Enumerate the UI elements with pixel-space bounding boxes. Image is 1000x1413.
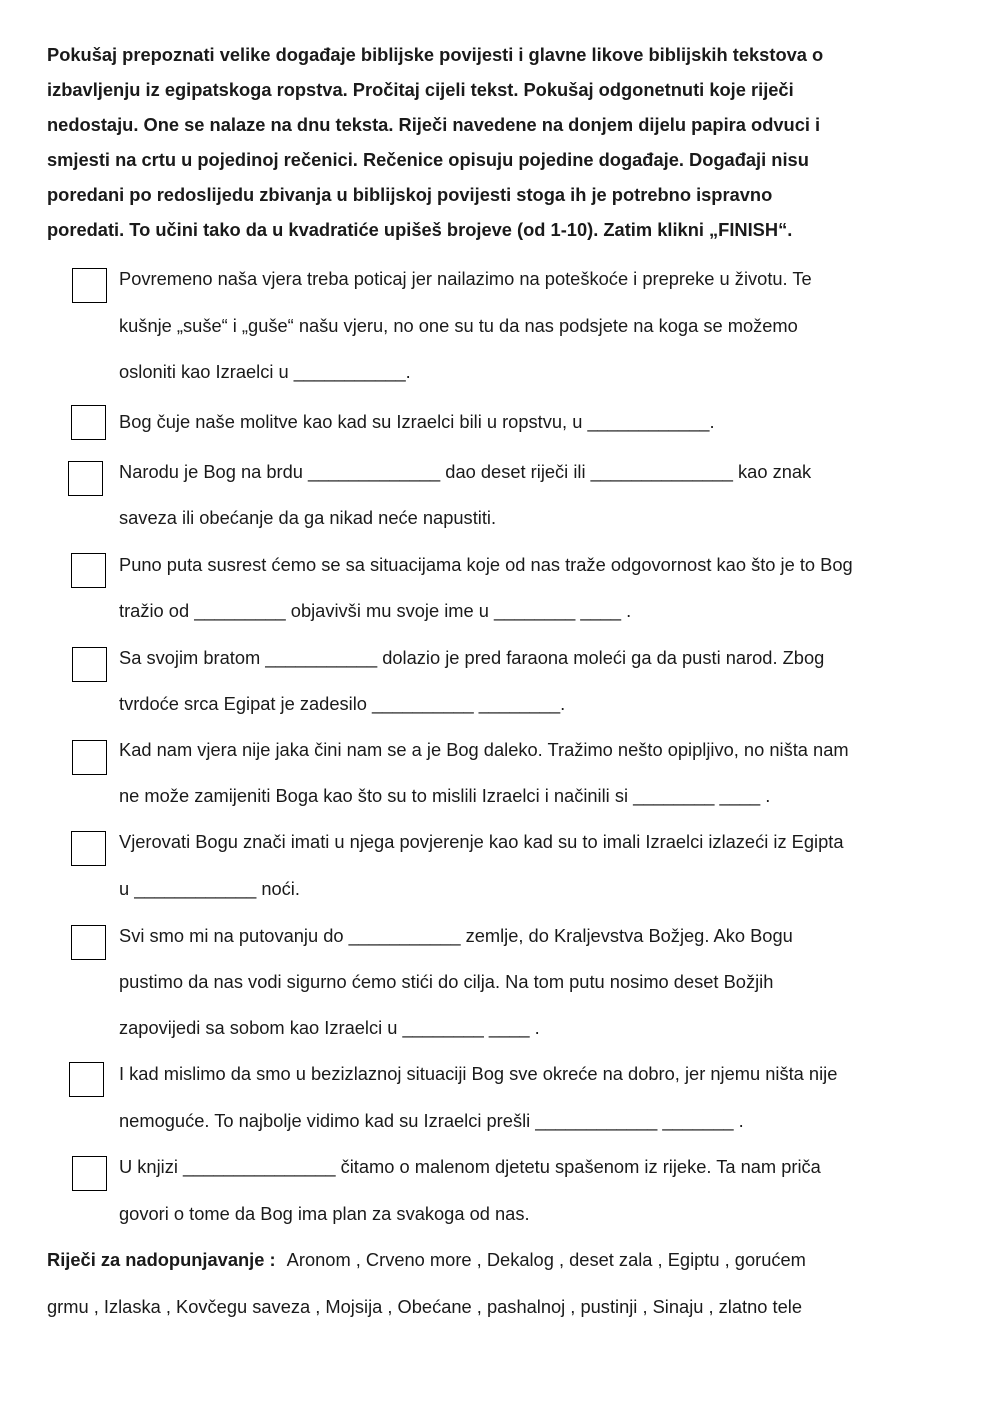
- instructions-line: Pokušaj prepoznati velike događaje biblijske povijesti i glavne likove biblijskih tekstova o: [47, 44, 824, 65]
- word-bank: [47, 1249, 806, 1271]
- order-number-box-5[interactable]: [72, 647, 107, 682]
- word-bank-words-line2[interactable]: grmu , Izlaska , Kovčegu saveza , Mojsija , Obećane , pashalnoj , pustinji , Sinaju , zlatno tele: [47, 1296, 803, 1317]
- item-2-text: Bog čuje naše molitve kao kad su Izraelci bili u ropstvu, u ____________.: [119, 411, 715, 432]
- order-number-box-4[interactable]: [71, 553, 106, 588]
- item-9-text: I kad mislimo da smo u bezizlaznoj situaciji Bog sve okreće na dobro, jer njemu ništa nije: [119, 1063, 838, 1084]
- item-3-text: saveza ili obećanje da ga nikad neće napustiti.: [119, 507, 497, 528]
- item-8-text: pustimo da nas vodi sigurno ćemo stići do cilja. Na tom putu nosimo deset Božjih: [119, 971, 774, 992]
- item-8-text: zapovijedi sa sobom kao Izraelci u ________ ____ .: [119, 1017, 540, 1038]
- item-7-text: Vjerovati Bogu znači imati u njega povjerenje kao kad su to imali Izraelci izlazeći iz Egipta: [119, 831, 844, 852]
- item-4-text: Puno puta susrest ćemo se sa situacijama koje od nas traže odgovornost kao što je to Bog: [119, 554, 853, 575]
- order-number-box-7[interactable]: [71, 831, 106, 866]
- item-1-text: kušnje „suše“ i „guše“ našu vjeru, no one su tu da nas podsjete na koga se možemo: [119, 315, 798, 336]
- order-number-box-8[interactable]: [71, 925, 106, 960]
- item-6-text: Kad nam vjera nije jaka čini nam se a je Bog daleko. Tražimo nešto opipljivo, no ništa nam: [119, 739, 849, 760]
- item-4-text: tražio od _________ objavivši mu svoje ime u ________ ____ .: [119, 600, 632, 621]
- item-1-text: Povremeno naša vjera treba poticaj jer nailazimo na poteškoće i prepreke u životu. Te: [119, 268, 812, 289]
- instructions-line: poredani po redoslijedu zbivanja u biblijskoj povijesti stoga ih je potrebno ispravno: [47, 184, 773, 205]
- item-8-text: Svi smo mi na putovanju do ___________ zemlje, do Kraljevstva Božjeg. Ako Bogu: [119, 925, 793, 946]
- order-number-box-9[interactable]: [69, 1062, 104, 1097]
- instructions-line: smjesti na crtu u pojedinoj rečenici. Rečenice opisuju pojedine događaje. Događaji nisu: [47, 149, 809, 170]
- order-number-box-10[interactable]: [72, 1156, 107, 1191]
- order-number-box-3[interactable]: [68, 461, 103, 496]
- order-number-box-2[interactable]: [71, 405, 106, 440]
- instructions-line: izbavljenju iz egipatskoga ropstva. Pročitaj cijeli tekst. Pokušaj odgonetnuti koje riječi: [47, 79, 794, 100]
- item-6-text: ne može zamijeniti Boga kao što su to mislili Izraelci i načinili si ________ ____ .: [119, 785, 771, 806]
- item-5-text: tvrdoće srca Egipat je zadesilo __________ ________.: [119, 693, 566, 714]
- item-1-text: osloniti kao Izraelci u ___________.: [119, 361, 411, 382]
- item-9-text: nemoguće. To najbolje vidimo kad su Izraelci prešli ____________ _______ .: [119, 1110, 744, 1131]
- word-bank-words-line1[interactable]: Aronom , Crveno more , Dekalog , deset zala , Egiptu , gorućem: [286, 1249, 806, 1270]
- item-3-text: Narodu je Bog na brdu _____________ dao deset riječi ili ______________ kao znak: [119, 461, 812, 482]
- item-5-text: Sa svojim bratom ___________ dolazio je pred faraona moleći ga da pusti narod. Zbog: [119, 647, 825, 668]
- word-bank-label: Riječi za nadopunjavanje :: [47, 1249, 276, 1270]
- order-number-box-6[interactable]: [72, 740, 107, 775]
- item-10-text: govori o tome da Bog ima plan za svakoga od nas.: [119, 1203, 530, 1224]
- instructions-line: poredati. To učini tako da u kvadratiće upišeš brojeve (od 1-10). Zatim klikni „FINISH“.: [47, 219, 793, 240]
- item-10-text: U knjizi _______________ čitamo o malenom djetetu spašenom iz rijeke. Ta nam priča: [119, 1156, 821, 1177]
- order-number-box-1[interactable]: [72, 268, 107, 303]
- instructions-line: nedostaju. One se nalaze na dnu teksta. Riječi navedene na donjem dijelu papira odvuci i: [47, 114, 821, 135]
- item-7-text: u ____________ noći.: [119, 878, 300, 899]
- instructions-paragraph: [47, 37, 927, 247]
